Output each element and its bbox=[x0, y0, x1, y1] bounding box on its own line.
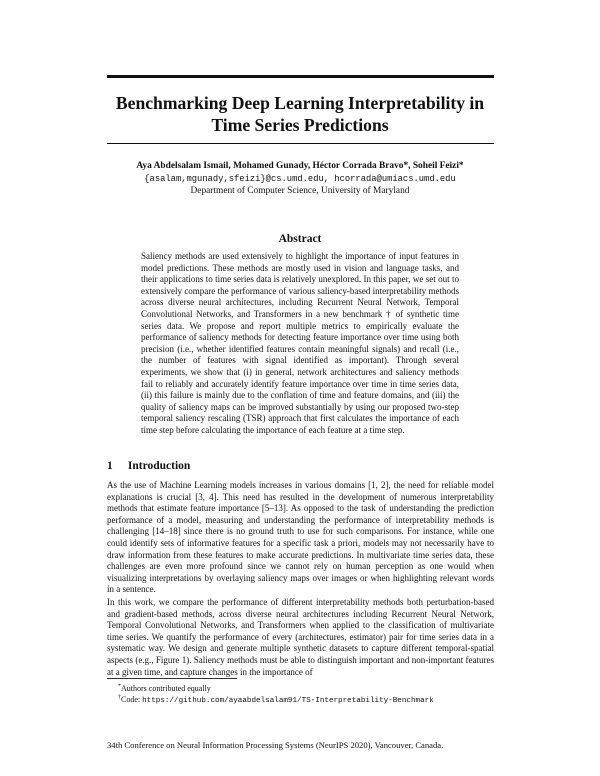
title-line-2: Time Series Predictions bbox=[211, 115, 389, 135]
footnote-1-mark: * bbox=[118, 683, 121, 690]
author-names: Aya Abdelsalam Ismail, Mohamed Gunady, Héctor Corrada Bravo*, Soheil Feizi* bbox=[136, 161, 464, 171]
section-number: 1 bbox=[107, 460, 113, 472]
footnote-1-text: Authors contributed equally bbox=[121, 684, 211, 693]
intro-paragraph-1: As the use of Machine Learning models increases in various domains [1, 2], the need for reliable model explanations is crucial [3, 4]. This need has resulted in the development of numerous interpretability methods that estimate feature importance [5–13]. As opposed to the task of understanding the prediction performance of a model, measuring and understanding the performance of interpretability methods is challenging [14–18] since there is no ground truth to use for such comparisons. For instance, while one could identify sets of informative features for a specific task a priori, models may not necessarily have to draw information from these features to make accurate predictions. In multivariate time series data, these challenges are even more profound since we cannot rely on human perception as one would when visualizing interpretations by overlaying saliency maps over images or when highlighting relevant words in a sentence. bbox=[107, 480, 494, 595]
footnote-2-label: Code: bbox=[121, 695, 143, 704]
abstract-heading: Abstract bbox=[278, 233, 322, 245]
section-heading bbox=[107, 460, 190, 472]
code-url-link[interactable]: https://github.com/ayaabdelsalam91/TS-Interpretability-Benchmark bbox=[142, 697, 434, 705]
author-emails: {asalam,mgunady,sfeizi}@cs.umd.edu, hcorrada@umiacs.umd.edu bbox=[144, 173, 456, 184]
title-rule-top bbox=[107, 75, 494, 78]
title-line-1: Benchmarking Deep Learning Interpretability in bbox=[115, 93, 485, 113]
abstract-text: Saliency methods are used extensively to highlight the importance of input features in model predictions. These methods are mostly used in vision and language tasks, and their applications to time series data is relatively unexplored. In this paper, we set out to extensively compare the performance of various saliency-based interpretability methods across diverse neural architectures, including Recurrent Neural Network, Temporal Convolutional Networks, and Transformers in a new benchmark † of synthetic time series data. We propose and report multiple metrics to empirically evaluate the performance of saliency methods for detecting feature importance over time using both precision (i.e., whether identified features contain meaningful signals) and recall (i.e., the number of features with signal identified as important). Through several experiments, we show that (i) in general, network architectures and saliency methods fail to reliably and accurately identify feature importance over time in time series data, (ii) this failure is mainly due to the conflation of time and feature domains, and (iii) the quality of saliency maps can be improved substantially by using our proposed two-step temporal saliency rescaling (TSR) approach that first calculates the importance of each time step before calculating the importance of each feature at a time step. bbox=[141, 251, 459, 435]
author-affiliation: Department of Computer Science, University of Maryland bbox=[190, 186, 410, 196]
author-block bbox=[100, 160, 500, 198]
venue-note: 34th Conference on Neural Information Processing Systems (NeurIPS 2020), Vancouver, Canada. bbox=[107, 740, 444, 750]
footnote-2 bbox=[118, 694, 434, 707]
paper-title bbox=[100, 92, 500, 136]
section-title: Introduction bbox=[127, 460, 191, 472]
footnote-1 bbox=[118, 683, 211, 694]
footnote-rule bbox=[107, 678, 237, 679]
intro-paragraph-2: In this work, we compare the performance of different interpretability methods both perturbation-based and gradient-based methods, across diverse neural architectures including Recurrent Neural Network, Temporal Convolutional Networks, and Transformers when applied to the classification of multivariate time series. We quantify the performance of every (architectures, estimator) pair for time series data in a systematic way. We design and generate multiple synthetic datasets to capture different temporal-spatial aspects (e.g., Figure 1). Saliency methods must be able to distinguish important and non-important features at a given time, and capture changes in the importance of bbox=[107, 597, 494, 677]
footnote-2-mark: † bbox=[118, 694, 121, 701]
title-rule-bottom bbox=[107, 143, 494, 144]
